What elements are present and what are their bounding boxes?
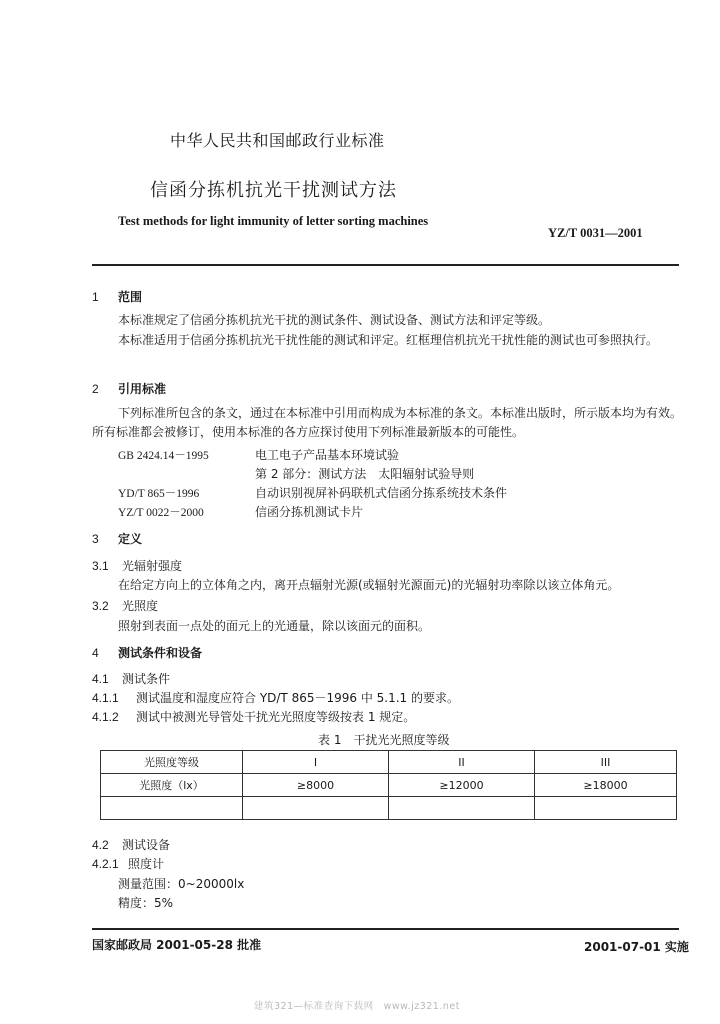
clause-title: 测试设备 bbox=[122, 838, 171, 852]
table-cell: 光照度（lx） bbox=[101, 774, 243, 797]
table-cell: ≥18000 bbox=[535, 774, 677, 797]
clause-4-2-heading bbox=[92, 836, 170, 854]
issue-date: 国家邮政局 2001-05-28 批准 bbox=[92, 938, 262, 952]
section-title: 测试条件和设备 bbox=[118, 646, 203, 660]
table-header-row bbox=[101, 751, 677, 774]
reference-row bbox=[118, 465, 474, 483]
document-title-en: Test methods for light immunity of letter sorting machines bbox=[118, 214, 429, 228]
section-title: 引用标准 bbox=[118, 382, 167, 396]
section-1-paragraph-1: 本标准规定了信函分拣机抗光干扰的测试条件、测试设备、测试方法和评定等级。 bbox=[118, 313, 551, 327]
table-cell bbox=[535, 797, 677, 820]
clause-number: 4.1.1 bbox=[92, 691, 119, 705]
table-1-caption: 表 1 干扰光光照度等级 bbox=[318, 733, 450, 747]
reference-code: YD/T 865－1996 bbox=[118, 488, 200, 500]
clause-title: 光照度 bbox=[122, 599, 159, 613]
section-number: 2 bbox=[92, 382, 99, 396]
clause-title: 光辐射强度 bbox=[122, 559, 183, 573]
table-cell: ≥12000 bbox=[389, 774, 535, 797]
table-cell bbox=[389, 797, 535, 820]
section-title: 范围 bbox=[118, 290, 143, 304]
section-3-heading bbox=[92, 530, 142, 547]
table-header-cell: III bbox=[535, 751, 677, 774]
clause-number: 4.2.1 bbox=[92, 857, 119, 871]
definition-3-2-text: 照射到表面一点处的面元上的光通量，除以该面元的面积。 bbox=[118, 619, 431, 633]
table-cell: ≥8000 bbox=[243, 774, 389, 797]
clause-4-1-2 bbox=[92, 708, 415, 726]
section-1-heading bbox=[92, 288, 142, 305]
reference-row bbox=[118, 484, 507, 503]
reference-title: 第 2 部分：测试方法 太阳辐射试验导则 bbox=[255, 467, 475, 481]
table-header-cell: 光照度等级 bbox=[101, 751, 243, 774]
table-header-cell: I bbox=[243, 751, 389, 774]
measurement-range: 测量范围：0~20000lx bbox=[118, 877, 245, 891]
clause-number: 3.2 bbox=[92, 599, 109, 613]
clause-title: 测试条件 bbox=[122, 672, 171, 686]
section-number: 4 bbox=[92, 646, 99, 660]
table-cell bbox=[101, 797, 243, 820]
definition-3-1-text: 在给定方向上的立体角之内，离开点辐射光源(或辐射光源面元)的光辐射功率除以该立体角元。 bbox=[118, 578, 620, 592]
clause-title: 照度计 bbox=[128, 857, 165, 871]
clause-number: 4.1.2 bbox=[92, 710, 119, 724]
section-number: 3 bbox=[92, 532, 99, 546]
reference-row bbox=[118, 446, 399, 465]
document-title-cn: 信函分拣机抗光干扰测试方法 bbox=[150, 180, 397, 201]
table-1 bbox=[100, 750, 677, 820]
clause-4-2-1-heading bbox=[92, 855, 164, 873]
reference-title: 电工电子产品基本环境试验 bbox=[255, 448, 400, 462]
table-header-cell: II bbox=[389, 751, 535, 774]
clause-text: 测试温度和湿度应符合 YD/T 865－1996 中 5.1.1 的要求。 bbox=[136, 691, 459, 705]
watermark: 建筑321—标准查询下载网 www.jz321.net bbox=[254, 1001, 460, 1012]
clause-4-1-heading bbox=[92, 670, 170, 688]
section-2-paragraph: 下列标准所包含的条文，通过在本标准中引用而构成为本标准的条文。本标准出版时，所示版本均为有效。所有标准都会被修订，使用本标准的各方应探讨使用下列标准最新版本的可能性。 bbox=[92, 406, 683, 439]
reference-code: GB 2424.14－1995 bbox=[118, 450, 209, 462]
header-rule bbox=[92, 264, 679, 266]
footer-rule bbox=[92, 928, 679, 930]
definition-3-1-heading bbox=[92, 557, 182, 575]
reference-code: YZ/T 0022－2000 bbox=[118, 507, 204, 519]
table-row bbox=[101, 774, 677, 797]
standard-org-heading: 中华人民共和国邮政行业标准 bbox=[170, 131, 385, 150]
section-1-paragraph-2: 本标准适用于信函分拣机抗光干扰性能的测试和评定。红框理信机抗光干扰性能的测试也可参照执行。 bbox=[118, 333, 659, 347]
section-title: 定义 bbox=[118, 532, 143, 546]
clause-4-1-1 bbox=[92, 689, 459, 707]
table-row-empty bbox=[101, 797, 677, 820]
clause-number: 4.1 bbox=[92, 672, 109, 686]
accuracy: 精度：5% bbox=[118, 896, 174, 910]
definition-3-2-heading bbox=[92, 597, 158, 615]
reference-title: 信函分拣机测试卡片 bbox=[255, 505, 364, 519]
effective-date: 2001-07-01 实施 bbox=[584, 940, 689, 954]
clause-text: 测试中被测光导管处干扰光光照度等级按表 1 规定。 bbox=[136, 710, 416, 724]
section-2-heading bbox=[92, 380, 166, 397]
table-cell bbox=[243, 797, 389, 820]
clause-number: 4.2 bbox=[92, 838, 109, 852]
reference-row bbox=[118, 503, 363, 522]
standard-code: YZ/T 0031—2001 bbox=[548, 226, 643, 240]
clause-number: 3.1 bbox=[92, 559, 109, 573]
reference-title: 自动识别视屏补码联机式信函分拣系统技术条件 bbox=[255, 486, 508, 500]
section-4-heading bbox=[92, 644, 202, 661]
section-number: 1 bbox=[92, 290, 99, 304]
